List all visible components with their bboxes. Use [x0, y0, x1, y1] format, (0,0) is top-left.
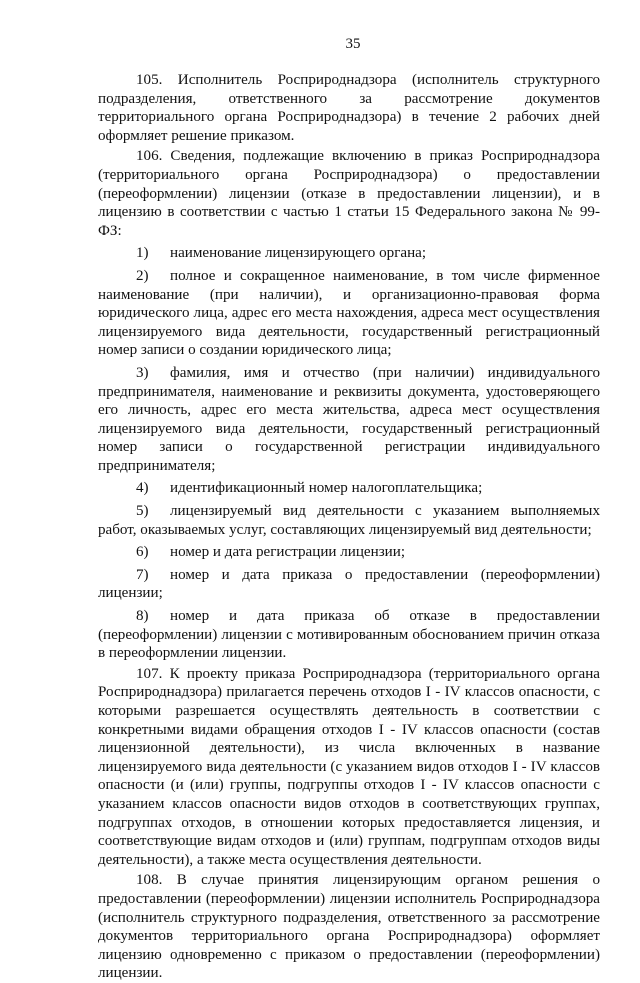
- list-item: [98, 267, 600, 360]
- list-item-number: 5): [136, 503, 149, 520]
- list-item: [98, 244, 600, 263]
- list-item-number: 8): [136, 608, 149, 625]
- list-item: [98, 364, 600, 476]
- list-item: [98, 479, 600, 498]
- list-item-number: 4): [136, 480, 149, 497]
- list-item-text: идентификационный номер налогоплательщика;: [170, 480, 483, 497]
- paragraph-107: 107. К проекту приказа Росприроднадзора (территориального органа Росприроднадзора) прилагается перечень отходов I - IV классов опасности, с которыми разрешается осуществлять деятельность в соответствии с конкретными видами обращения отходов I - IV классов опасности (состав лицензионной деятельности), из числа включенных в название лицензируемого вида деятельности (с указанием видов отходов I - IV классов опасности (и (или) группы, подгруппы отходов I - IV классов опасности с указанием классов опасности видов отходов в соответствующих группах, подгруппах отходов, в отношении которых предоставляется лицензия, и соответствующие видам отходов и (или) группам, подгруппам отходов виды деятельности), а также места осуществления деятельности.: [98, 665, 600, 868]
- list-item-text: номер и дата регистрации лицензии;: [170, 544, 406, 561]
- list-item-text: фамилия, имя и отчество (при наличии) индивидуального предпринимателя, наименование и реквизиты документа, удостоверяющего его личность, адрес его места жительства, адреса мест осуществления лицензируемого вида деятельности, государственный регистрационный номер записи о государственной регистрации индивидуального предпринимателя;: [98, 364, 600, 474]
- list-item-number: 2): [136, 267, 149, 284]
- list-item: [98, 502, 600, 539]
- list-item: [98, 607, 600, 663]
- page-number: 35: [345, 36, 361, 52]
- list-item-text: полное и сокращенное наименование, в том числе фирменное наименование (при наличии), и организационно-правовая форма юридического лица, адрес его места нахождения, адреса мест осуществления лицензируемого вида деятельности, государственный регистрационный номер записи о создании юридического лица;: [98, 267, 600, 359]
- list-item: [98, 566, 600, 603]
- list-item-number: 3): [136, 364, 149, 381]
- list-item-text: номер и дата приказа о предоставлении (переоформлении) лицензии;: [98, 566, 600, 602]
- requirements-list: [98, 244, 600, 662]
- list-item-number: 7): [136, 566, 149, 583]
- list-item-text: номер и дата приказа об отказе в предоставлении (переоформлении) лицензии с мотивированным обоснованием причин отказа в переоформлении лицензии.: [98, 608, 600, 662]
- paragraph-105: 105. Исполнитель Росприроднадзора (исполнитель структурного подразделения, ответственного за рассмотрение документов территориального органа Росприроднадзора) в течение 2 рабочих дней оформляет решение приказом.: [98, 72, 600, 144]
- list-item-number: 6): [136, 544, 149, 561]
- list-item-number: 1): [136, 245, 149, 262]
- list-item: [98, 543, 600, 562]
- paragraph-108: 108. В случае принятия лицензирующим органом решения о предоставлении (переоформлении) лицензии исполнитель Росприроднадзора (исполнитель структурного подразделения, ответственного за рассмотрение документов территориального органа Росприроднадзора) оформляет лицензию одновременно с приказом о предоставлении (переоформлении) лицензии.: [98, 872, 600, 982]
- paragraph-106: 106. Сведения, подлежащие включению в приказ Росприроднадзора (территориального органа Росприроднадзора) о предоставлении (переоформлении) лицензии (отказе в предоставлении лицензии), и в лицензию в соответствии с частью 1 статьи 15 Федерального закона № 99-ФЗ:: [98, 148, 600, 239]
- list-item-text: лицензируемый вид деятельности с указанием выполняемых работ, оказываемых услуг, составляющих лицензируемый вид деятельности;: [98, 503, 600, 538]
- list-item-text: наименование лицензирующего органа;: [170, 245, 427, 262]
